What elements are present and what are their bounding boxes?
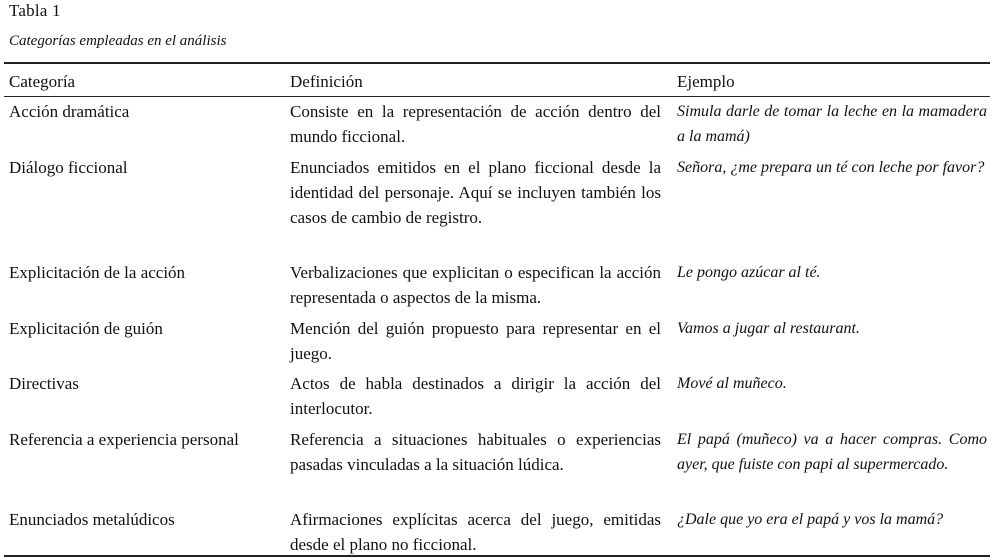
row-definition: Enunciados emitidos en el plano ficcional desde la identidad del personaje. Aquí se incluyen también los casos de cambio de registro. — [290, 158, 661, 227]
header-example: Ejemplo — [677, 72, 735, 91]
row-category: Diálogo ficcional — [9, 158, 128, 177]
row-example: Vamos a jugar al restaurant. — [677, 320, 860, 337]
row-example: Le pongo azúcar al té. — [677, 264, 821, 281]
row-definition: Mención del guión propuesto para representar en el juego. — [290, 319, 661, 363]
row-category: Explicitación de guión — [9, 319, 163, 338]
row-definition: Afirmaciones explícitas acerca del juego, emitidas desde el plano no ficcional. — [290, 510, 661, 554]
row-category: Directivas — [9, 374, 79, 393]
row-category: Acción dramática — [9, 102, 130, 121]
row-example: Mové al muñeco. — [677, 375, 787, 392]
table-caption-label: Tabla 1 — [9, 1, 61, 20]
table-caption-title: Categorías empleadas en el análisis — [9, 33, 227, 49]
row-definition: Consiste en la representación de acción dentro del mundo ficcional. — [290, 102, 661, 146]
row-definition: Actos de habla destinados a dirigir la acción del interlocutor. — [290, 374, 661, 418]
row-example: ¿Dale que yo era el papá y vos la mamá? — [677, 511, 944, 528]
row-example: Señora, ¿me prepara un té con leche por favor? — [677, 159, 985, 176]
row-category: Enunciados metalúdicos — [9, 510, 175, 529]
header-category: Categoría — [9, 72, 76, 91]
table-bottom-rule — [4, 555, 990, 557]
header-definition: Definición — [290, 72, 363, 91]
row-category: Explicitación de la acción — [9, 263, 186, 282]
row-category: Referencia a experiencia personal — [9, 430, 239, 449]
table-header-rule — [4, 96, 990, 97]
row-example: El papá (muñeco) va a hacer compras. Como ayer, que fuiste con papi al supermercado. — [677, 431, 987, 473]
row-definition: Verbalizaciones que explicitan o especifican la acción representada o aspectos de la misma. — [290, 263, 661, 307]
row-definition: Referencia a situaciones habituales o experiencias pasadas vinculadas a la situación lúdica. — [290, 430, 661, 474]
table-top-rule — [4, 62, 990, 64]
row-example: Simula darle de tomar la leche en la mamadera a la mamá) — [677, 103, 987, 145]
